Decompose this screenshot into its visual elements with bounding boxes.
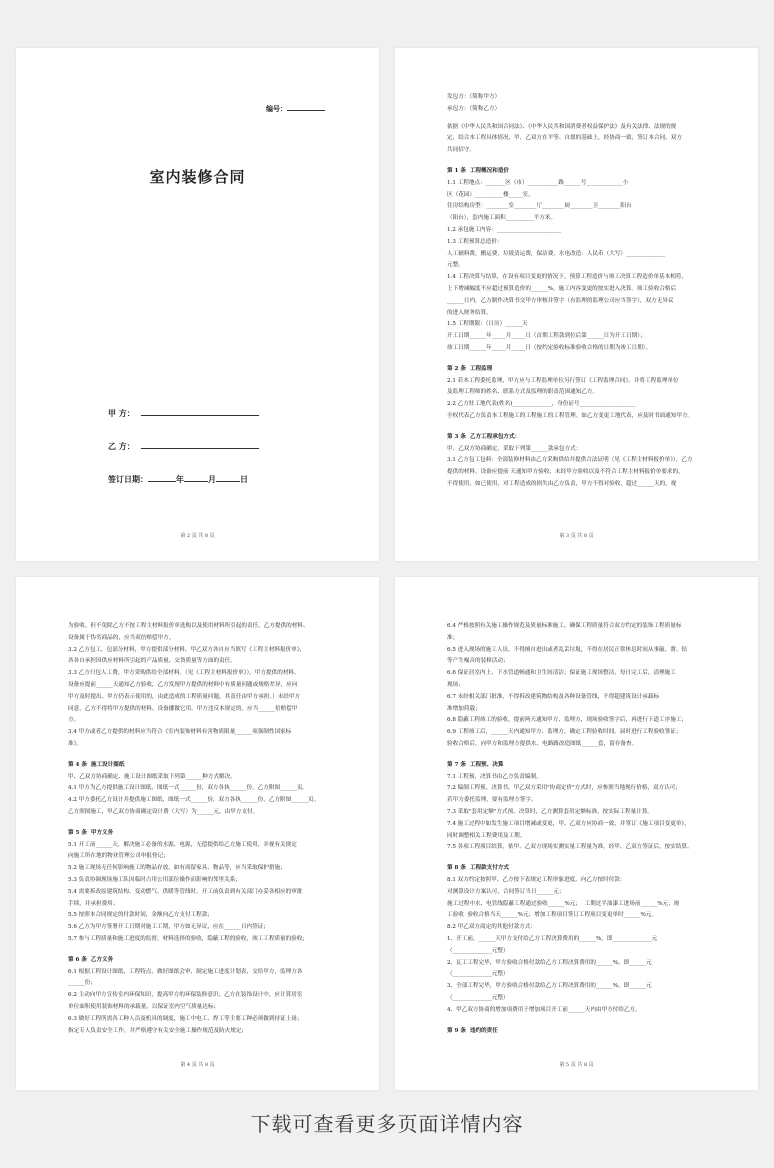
page-body [447,92,708,491]
text-line: 7.4 施工过程中如发生施工项目增减或变更，甲、乙双方应协商一致，并签订《施工项目变更单》， [447,820,690,827]
text-line: 为验收。但不免除乙方不按工程主材料报价单选购以及使用材料所引起的责任。乙方提供的材料、 [68,623,309,629]
text-line: 7.2 编制工程预、决算书，甲乙双方采用"协商定价"方式时，应参照当地现行价格，双方认可； [447,785,681,792]
text-line: 甲、乙双方协商确定，施工设计图纸采取下列第______种方式解决。 [68,773,236,780]
text-line: 5.1 开工前______天，解决施工必备的水源、电源，无偿提供给乙方施工使用，并视有关规定 [68,841,297,848]
text-line: 同意，乙方不得将甲方提供的材料、设备挪做它用。甲方违反本规定的，应当______倍赔偿甲 [68,705,298,712]
text-line: 4.2 甲方委托乙方设计并提供施工图纸，图纸一式______份，双方各执______份，乙方附图______页。 [68,797,320,804]
text-line: 3.1 乙方包工包料：全部装修材料由乙方采购供给并提供合法证明（见《工程主材料报价单》），乙方 [447,457,693,464]
text-line: 各各自承担因供应材料所引起的产品质量、交货质量等方面的责任。 [68,658,236,665]
section-heading: 第 9 条 违约的责任 [447,1027,498,1034]
text-line: 1.3 工程预算总造价： [447,238,503,245]
text-line: 区（花园）__________楼_____室。 [447,191,534,198]
text-line: 单位面积使用装饰材料的承载量，以保证室内空气质量达标； [68,1003,220,1010]
text-line: 2.1 若本工程委托监理，甲方应与工程监理单位另行签订《工程监理合同》，并将工程监理单位 [447,377,679,384]
text-line: 8.1 双方约定按照甲、乙方按下表规定工程形象进度，向乙方按时付款： [447,876,626,883]
text-line: 6.9 工程竣工后，______天内通知甲方、监理方，确定工程验收时间。届时进行工程验收签证； [447,729,682,736]
contract-page-5 [395,577,758,1090]
text-line: 5.4 需要拆改原建筑结构、变动燃气、供暖等管线时，开工前负责到有关部门办妥各相应的审批 [68,888,303,895]
text-line: 设备应提前______天通知乙方验收，乙方发现甲方提供的材料中有质量问题或规格差异，应向 [68,681,298,688]
text-line: 4、甲乙双方协商的增加项费用于增加项目开工前______天内由甲方付给乙方。 [447,1006,641,1013]
text-line: （______________元整） [447,947,509,954]
text-line: 6.4 严格按照有关施工操作规范及质量标准施工，确保工程质量符合双方约定的装饰工程质量标 [447,623,682,629]
text-line: 1.4 工程决算与结算，在设有项目变更的情况下，预算工程造价与竣工决算工程造价单基本相符， [447,274,688,281]
contract-number-label: 编号： [266,104,325,114]
text-line: 7.3 采取"套用定额"方式预、决算时，乙方测算套用定额标准，按实际工程量计算。 [447,808,654,815]
contract-page-3 [395,48,758,561]
section-heading: 第 2 条 工程监理 [447,365,493,372]
section-heading: 第 8 条 工程款支付方式 [447,865,510,872]
download-more-banner[interactable]: 下载可查看更多页面详情内容 [250,1112,524,1136]
text-line: 共同信守。 [447,147,475,154]
text-line: 1、开工前，______天甲方支付给乙方工程决算费用的______%，即______________元 [447,935,658,942]
text-line: 提供的材料、设备应提前 天通知甲方验收，未经甲方验收以及不符合工程主材料报价单要求的， [447,469,684,476]
text-line: 及监理工程师的姓名、联系方式及监理的职责范围通知乙方。 [447,389,599,396]
text-line: 6.2 主动向甲方宣传室内环保知识，提高甲方的环保装修意识；乙方在装饰设计中，应计算居室 [68,992,303,999]
text-line: 承包方：（简称乙方） [447,105,501,112]
text-line: 准增加荷载； [447,705,481,712]
text-line: 6.8 隐蔽工程竣工的验收，提前两天通知甲方、监理方，现场验收签字后，再进行下道工序施工； [447,717,688,724]
text-line: ______份； [68,980,96,987]
text-line: 上下增减幅度不应超过预算造价的______%。施工内容变更的按实进入决算。竣工验收合格后 [447,285,677,292]
text-line: 指定专人负责安全工作，并严格遵守有关安全施工操作规范及防火规定； [68,1027,248,1034]
text-line: 手续，并承担费用； [68,900,119,907]
sign-date-field: 签订日期： 年 月 日 [108,474,248,484]
text-line: 方。 [68,717,80,724]
text-line: 3、全部工程完毕，甲方验收合格付款给乙方工程决算费用的______%，即______元 [447,983,652,990]
text-line: 5.6 乙方为甲方签署开工日期对施工工期，甲方如无异议，应在______日内签证； [68,924,269,931]
party-b-field: 乙 方： [108,441,259,452]
text-line: 1.1 工程地点：_______区（市）___________路______号_____________小 [447,179,629,186]
text-line: 3.2 乙方包工，包部分材料，甲方提供部分材料，甲乙双方各自应当填写《工程主材料报价单》， [68,646,306,653]
text-line: 设备属于伪劣商品的，应当双倍赔偿甲方。 [68,634,175,641]
text-line: 全权代表乙方负责本工程施工的工程施工的工程管理。如乙方变更工地代表，应及时书面通知甲方。 [447,412,694,419]
page-footer: 第 4 页 共 8 页 [180,1062,215,1068]
text-line: 7.1 工程预、决算书由乙方负责编制。 [447,773,542,780]
text-line: 元整。 [447,262,464,269]
text-line: 若甲方委托监理，要有监理方签字。 [447,797,537,804]
text-line: 向施工所在地的物业管理公司申报登记； [68,853,169,860]
text-line: 发包方：（简称甲方） [447,94,501,100]
text-line: 验收合格后，向甲方和监理方提供水、电路路改造图纸______套，留存备查。 [447,740,638,747]
text-line: 甲方及时提出。甲方仍表示使用的，由此造成的工程质量问题，其责任由甲方承担。）未经甲方 [68,693,301,700]
text-line: 2、瓦工工程完毕，甲方验收合格付款给乙方工程决算费用的______%，即______元 [447,959,652,966]
section-heading: 第 7 条 工程预、决算 [447,761,504,768]
text-line: 6.1 根据工程设计图纸，工程特点，做好图纸会审，制定施工进度计划表，交给甲方，监理方各 [68,968,303,975]
text-line: （______________元整） [447,994,509,1001]
text-line: （______________元整） [447,971,509,978]
page-body [68,621,329,1037]
text-line: 竣工日期______年_____月_____日（按约定验收标准验收合格的日期为竣工日期）。 [447,344,652,351]
section-heading: 第 6 条 乙方义务 [68,956,114,963]
text-line: 乙方照图施工，甲乙双方协商确定设计费（大写）为______元，由甲方支付。 [68,808,259,815]
text-line: 6.3 做好工程所需各工种人员及机具的调度，施工中电工、焊工等主要工种必须做到持证上岗； [68,1015,303,1022]
text-line: 5.3 负责协调现场施工队因临时占用公用部位操作而影响的邻里关系； [68,876,241,883]
text-line: 5.7 参与工程质量和施工进度的监督，材料选择的验收，隐蔽工程的验收，竣工工程质量的验收； [68,935,309,942]
text-line: 3.4 甲方或者乙方提供的材料应当符合《室内装饰材料有害物质限量______项强制性国家标 [68,729,292,736]
section-heading: 第 3 条 乙方工程承包方式： [447,433,521,440]
section-heading: 第 1 条 工程概况和造价 [447,167,510,174]
text-line: 1.2 承包施工内容：_______________________ [447,226,562,233]
text-line: 对测算设计方案认可，合同签订当日______元； [447,888,565,895]
text-line: 人工辅料费，搬运费，垃圾清运费，保洁费，水电改造：人民币（大写）______________ [447,250,666,257]
text-line: 准； [447,634,459,641]
party-a-field: 甲 方： [108,408,259,419]
text-line: 等产生噪音的装修活动； [447,658,509,665]
text-line: 现场； [447,681,464,688]
contract-title: 室内装修合同 [149,168,246,186]
text-line: 4.1 甲方为乙方提供施工设计图纸，图纸一式______份，双方各执______份，乙方附图______页。 [68,785,309,792]
text-line: 工验收 验收合格当天______%元；增加工程项目签订工程项目变更单时______%元。 [447,912,657,919]
text-line: 的进入财务结算。 [447,309,492,316]
text-line: 住房结构房型：________室________厅________厨________卫________阳台 [447,203,632,210]
section-heading: 第 4 条 施工设计图纸 [68,761,125,768]
page-body [447,621,708,1037]
text-line: 1.5 工程期限：（日历）______天 [447,321,528,328]
page-footer: 第 2 页 共 8 页 [180,533,215,539]
text-line: 5.5 按照本合同规定的付款时间，金额向乙方支付工程款； [68,912,213,919]
text-line: （阳台），套内施工面积__________平方米。 [447,215,557,222]
text-line: 施工过程中水、电管线隐蔽工程通过验收______%元； 工期过半油漆工进场前______%元；竣 [447,900,680,907]
text-line: 8.2 甲乙双方商定的其他付款方式： [447,924,536,931]
text-line: 6.5 进入现场的施工人员，不得擅自进出或者乱丢垃圾，不得在居民正常休息时间从事敲、凿、钻 [447,646,688,653]
page-footer: 第 5 页 共 8 页 [559,1062,594,1068]
page-footer: 第 3 页 共 8 页 [559,533,594,539]
text-line: 同时调整相关工程费用及工期。 [447,832,526,839]
text-line: 6.6 保证居室内上、下水管道畅通和卫生间清洁；保证施工现场整洁，每日完工后，清理施工 [447,670,676,677]
text-line: 6.7 未经相关部门批准，不得拆改建筑物结构及各种设备管线，不得超建筑设计承载标 [447,693,660,700]
text-line: 准》。 [68,740,82,747]
text-line: 5.2 施工现场无任何影响施工的物品存放，如有商留家具、物品等，应当采取保护措施； [68,865,286,872]
text-line: 开工日期______年_____月_____日（首期工程款到位后第______日为开工日期）； [447,333,646,340]
text-line: 7.5 各项工程项目结算，依甲、乙双方现场实测实量工程量为准，经甲、乙双方签证后，按实结算。 [447,844,693,851]
text-line: 不得使用，如已使用，对工程造成的损失由乙方负责，甲方不得对验收，超过______天的，视 [447,480,677,487]
text-line: 2.2 乙方驻工地代表(姓名)______________，身份证号____________________ [447,401,636,408]
text-line: 3.3 乙方只包人工费，甲方采购供给全部材料。（见《工程主材料报价单》）。甲方提供的材料、 [68,670,300,677]
contract-page-4 [16,577,379,1090]
text-line: 甲、乙双方协商确定，采取下列第______款承包方式： [447,445,582,452]
text-line: ______日内，乙方制作决算书交甲方审核并签字（有监理的监理公司应当签字），双方无异议 [447,297,674,304]
text-line: 定，结合本工程具体情况，甲、乙双方在平等、自愿的基础上，经协商一致，签订本合同，双方 [447,135,682,142]
text-line: 依据《中华人民共和国合同法》、《中华人民共和国消费者权益保护法》及有关法律、法规的规 [447,123,677,130]
contract-page-cover [16,48,379,561]
section-heading: 第 5 条 甲方义务 [68,829,114,836]
